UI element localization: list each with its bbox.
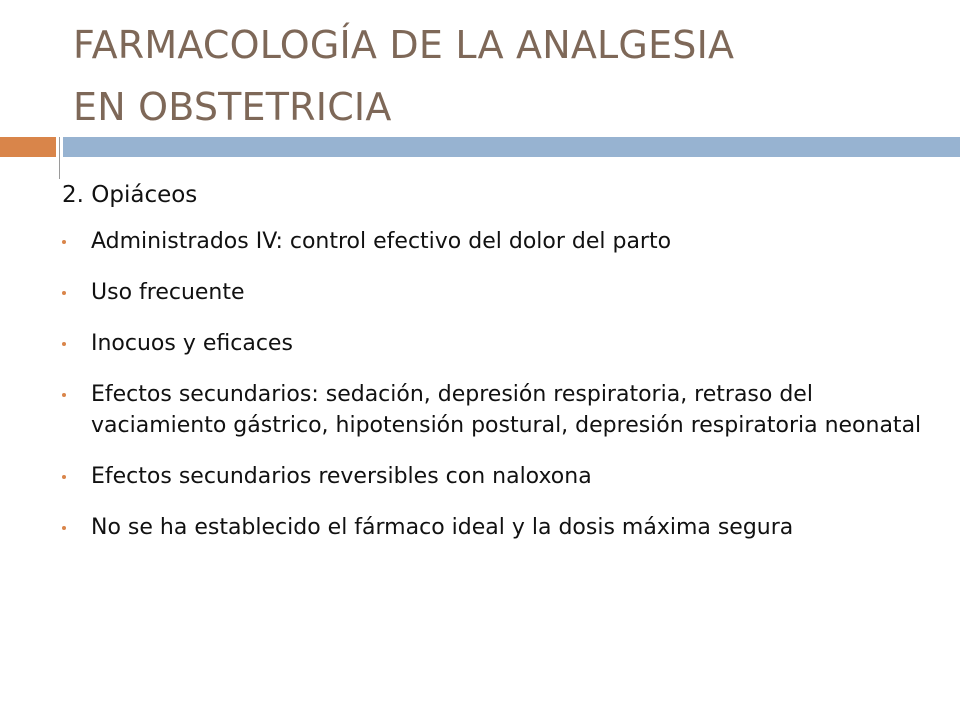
bullet-text: Uso frecuente — [91, 280, 245, 305]
slide-title-line-1: FARMACOLOGÍA DE LA ANALGESIA — [73, 23, 735, 67]
bullet-item-3 — [62, 328, 941, 359]
bullet-dot-icon — [62, 291, 66, 295]
slide-content — [62, 180, 942, 563]
title-bar-accent-left — [0, 137, 56, 157]
bullet-item-5 — [62, 461, 941, 492]
bullet-item-2 — [62, 277, 941, 308]
bullet-text: Administrados IV: control efectivo del dolor del parto — [91, 229, 672, 254]
bullet-dot-icon — [62, 240, 66, 244]
bullet-item-4 — [62, 379, 941, 441]
bullet-dot-icon — [62, 475, 66, 479]
section-heading: 2. Opiáceos — [62, 182, 198, 208]
bullet-item-1 — [62, 226, 941, 257]
title-bar-divider — [59, 137, 60, 179]
slide-title-line-2: EN OBSTETRICIA — [73, 85, 392, 129]
bullet-item-6 — [62, 512, 941, 543]
bullet-dot-icon — [62, 342, 66, 346]
bullet-dot-icon — [62, 393, 66, 397]
bullet-text: Inocuos y eficaces — [91, 331, 293, 356]
title-bar-accent-right — [63, 137, 960, 157]
bullet-text: No se ha establecido el fármaco ideal y la dosis máxima segura — [91, 515, 794, 540]
bullet-text: Efectos secundarios reversibles con naloxona — [91, 464, 592, 489]
bullet-list — [62, 226, 942, 543]
bullet-text: Efectos secundarios: sedación, depresión respiratoria, retraso del vaciamiento gástrico, hipotensión postural, depresión respiratoria neonatal — [91, 382, 922, 438]
bullet-dot-icon — [62, 526, 66, 530]
